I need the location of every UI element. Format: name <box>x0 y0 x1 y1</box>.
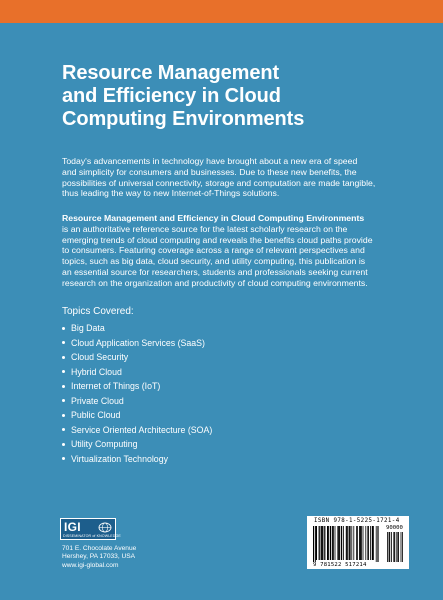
topic-item <box>62 379 212 394</box>
barcode-bars <box>313 526 405 562</box>
publisher-website: www.igi-global.com <box>62 561 119 569</box>
top-color-band <box>0 0 443 23</box>
description-line: an essential source for researchers, students and professionals seeking current <box>62 266 368 277</box>
title-line: Computing Environments <box>62 108 305 130</box>
topic-label: Public Cloud <box>71 410 121 420</box>
globe-icon <box>98 522 112 533</box>
barcode-addon-bar <box>401 532 402 562</box>
publisher-logo <box>60 518 121 540</box>
barcode-bar <box>335 526 336 560</box>
barcode-addon-bar <box>389 532 390 562</box>
barcode-bar <box>359 526 360 560</box>
intro-paragraph <box>62 156 384 199</box>
barcode-bar <box>323 526 324 560</box>
description-book-title: Resource Management and Efficiency in Cloud Computing Environments <box>62 213 365 223</box>
isbn-number: ISBN 978-1-5225-1721-4 <box>314 518 400 524</box>
barcode-bar <box>363 526 364 560</box>
description-paragraph <box>62 213 384 289</box>
barcode-bar <box>376 526 377 562</box>
title-line: Resource Management <box>62 62 280 84</box>
topics-list <box>62 321 212 466</box>
barcode-addon-bar <box>402 532 403 562</box>
barcode-bar <box>360 526 361 560</box>
topic-label: Virtualization Technology <box>71 453 168 464</box>
bullet-icon <box>62 443 65 446</box>
barcode-addon-digits: 90000 <box>386 525 403 531</box>
topic-label: Cloud Security <box>71 352 129 362</box>
barcode-bar <box>319 526 320 560</box>
title-line: and Efficiency in Cloud <box>62 85 281 107</box>
topic-label: Internet of Things (IoT) <box>71 381 161 391</box>
barcode-bar <box>361 526 362 560</box>
barcode-bar <box>349 526 350 560</box>
description-line: to consumers. Featuring coverage across a range of relevant perspectives and <box>62 245 365 256</box>
topic-label: Private Cloud <box>71 395 124 406</box>
barcode-bar <box>313 526 314 562</box>
publisher-address <box>62 545 136 570</box>
barcode-bar <box>338 526 339 560</box>
bullet-icon <box>62 385 65 388</box>
topic-label: Big Data <box>71 323 105 333</box>
book-title <box>62 62 392 131</box>
logo-tagline: DISSEMINATOR of KNOWLEDGE <box>63 534 121 538</box>
topic-label: Hybrid Cloud <box>71 366 122 377</box>
barcode-addon-bar <box>391 532 392 562</box>
logo-wordmark: IGI <box>64 520 81 534</box>
barcode-bar <box>316 526 317 560</box>
topic-item <box>62 350 212 365</box>
barcode-bar <box>349 526 350 560</box>
barcode-addon-bar <box>389 532 390 562</box>
topic-item <box>62 365 212 380</box>
bullet-icon <box>62 457 65 460</box>
topic-label: Utility Computing <box>71 439 138 449</box>
bullet-icon <box>62 370 65 373</box>
barcode-bar <box>330 526 331 560</box>
description-line: emerging trends of cloud computing and reveals the benefits cloud paths provide <box>62 234 373 245</box>
address-street: 701 E. Chocolate Avenue <box>62 545 137 552</box>
barcode-addon-bar <box>397 532 398 562</box>
bullet-icon <box>62 414 65 417</box>
topic-item <box>62 437 212 452</box>
barcode-bar <box>357 526 358 560</box>
topic-item <box>62 452 212 467</box>
barcode-bar <box>347 526 348 560</box>
barcode-bar <box>328 526 329 560</box>
address-city: Hershey, PA 17033, USA <box>62 553 136 561</box>
intro-line: possibilities of universal connectivity, storage and computation are made tangible, <box>62 177 376 188</box>
bullet-icon <box>62 327 65 330</box>
topic-label: Cloud Application Services (SaaS) <box>71 337 205 348</box>
intro-line: and simplicity for consumers and businesses. Due to these new benefits, the <box>62 166 357 177</box>
barcode-addon-bar <box>387 532 388 562</box>
barcode-bar <box>353 526 354 560</box>
barcode-addon-bar <box>394 532 395 562</box>
barcode-bar <box>367 526 368 560</box>
barcode-bar <box>372 526 373 560</box>
bullet-icon <box>62 399 65 402</box>
description-line: topics, such as big data, cloud security, and utility computing, this publication is <box>62 256 366 267</box>
topic-label: Service Oriented Architecture (SOA) <box>71 424 213 435</box>
description-line: research on the organization and productivity of cloud computing environments. <box>62 277 368 288</box>
topic-item <box>62 321 212 336</box>
description-line: is an authoritative reference source for the latest scholarly research on the <box>62 223 348 234</box>
barcode-bar <box>377 526 378 562</box>
barcode-bar <box>341 526 342 560</box>
barcode-bar <box>333 526 334 560</box>
barcode-bar <box>332 526 333 560</box>
topic-item <box>62 394 212 409</box>
intro-line: Today's advancements in technology have brought about a new era of speed <box>62 156 358 166</box>
topics-heading: Topics Covered: <box>62 306 134 317</box>
barcode-bar <box>351 526 352 560</box>
bullet-icon <box>62 428 65 431</box>
barcode-bar <box>373 526 374 560</box>
topic-item <box>62 336 212 351</box>
barcode-bar <box>339 526 340 560</box>
isbn-barcode <box>307 516 409 569</box>
barcode-bar <box>324 526 325 560</box>
barcode-bar <box>337 526 338 560</box>
barcode-addon-bar <box>393 532 394 562</box>
barcode-bar <box>321 526 322 560</box>
barcode-bar <box>356 526 357 560</box>
barcode-digits: 9 781522 517214 <box>313 562 367 568</box>
barcode-bar <box>368 526 369 560</box>
topic-item <box>62 408 212 423</box>
bullet-icon <box>62 341 65 344</box>
intro-line: thus leading the way to new Internet-of-Things solutions. <box>62 188 280 199</box>
barcode-addon-bar <box>396 532 397 562</box>
barcode-bar <box>365 526 366 560</box>
barcode-bar <box>346 526 347 560</box>
barcode-addon-bar <box>398 532 399 562</box>
topic-item <box>62 423 212 438</box>
barcode-bar <box>315 526 316 562</box>
barcode-bar <box>327 526 328 560</box>
barcode-bar <box>343 526 344 560</box>
barcode-bar <box>370 526 371 560</box>
barcode-bar <box>321 526 322 560</box>
bullet-icon <box>62 356 65 359</box>
